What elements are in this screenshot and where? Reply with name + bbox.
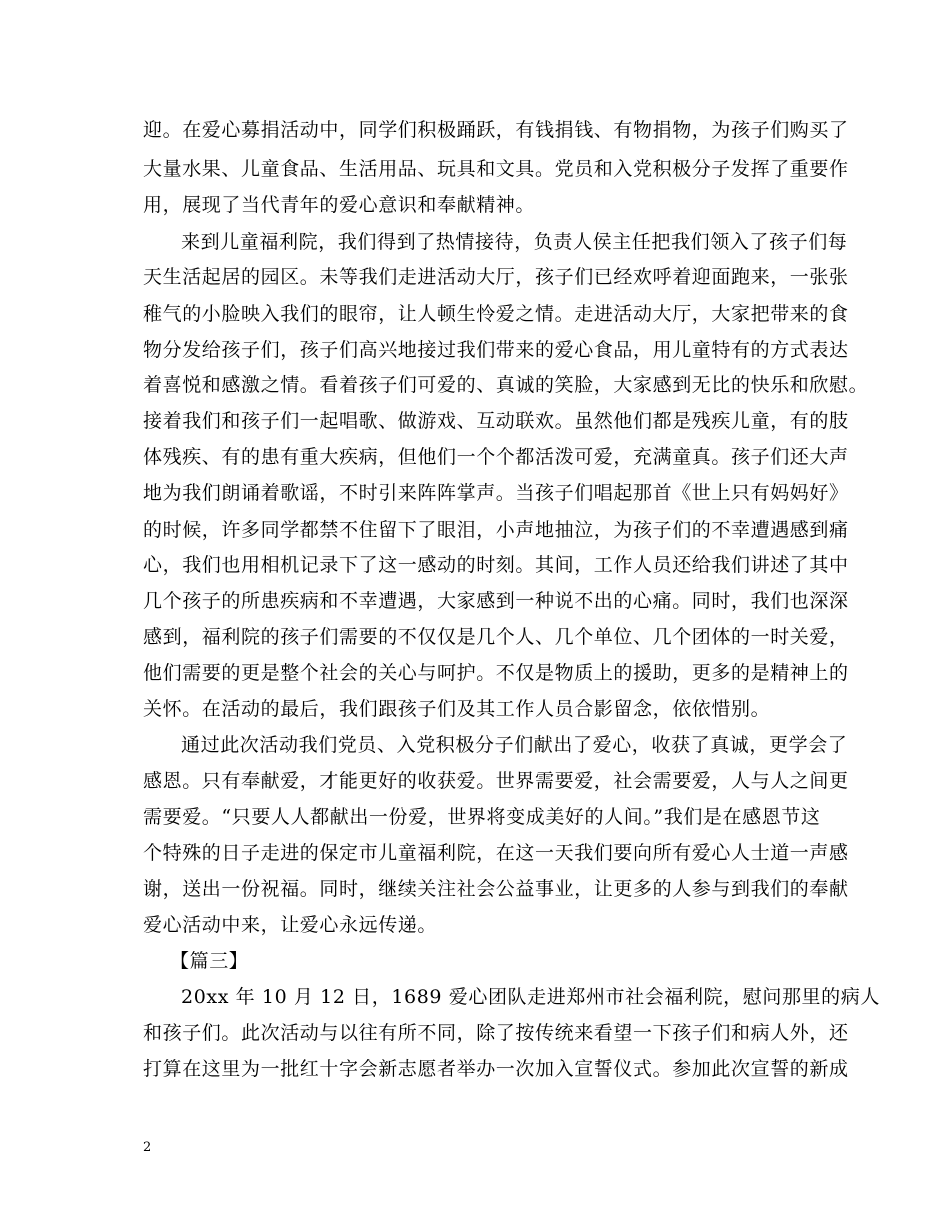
paragraph-start-line: 来到儿童福利院，我们得到了热情接待，负责人侯主任把我们领入了孩子们每 <box>181 231 848 253</box>
text-line: 关怀。在活动的最后，我们跟孩子们及其工作人员合影留念，依依惜别。 <box>143 698 771 720</box>
text-line: 感到，福利院的孩子们需要的不仅仅是几个人、几个单位、几个团体的一时关爱， <box>143 626 849 648</box>
text-line: 地为我们朗诵着歌谣，不时引来阵阵掌声。当孩子们唱起那首《世上只有妈妈好》 <box>143 482 849 504</box>
text-line: 感恩。只有奉献爱，才能更好的收获爱。世界需要爱，社会需要爱，人与人之间更 <box>143 770 849 792</box>
text-line: 体残疾、有的患有重大疾病，但他们一个个都活泼可爱，充满童真。孩子们还大声 <box>143 446 849 468</box>
page-number: 2 <box>143 1140 152 1155</box>
text-line: 心，我们也用相机记录下了这一感动的时刻。其间，工作人员还给我们讲述了其中 <box>143 554 849 576</box>
paragraph-start-line: 通过此次活动我们党员、入党积极分子们献出了爱心，收获了真诚，更学会了 <box>181 734 848 756</box>
text-line: 物分发给孩子们，孩子们高兴地接过我们带来的爱心食品，用儿童特有的方式表达 <box>143 339 849 361</box>
text-line: 天生活起居的园区。未等我们走进活动大厅，孩子们已经欢呼着迎面跑来，一张张 <box>143 266 849 288</box>
text-line: 个特殊的日子走进的保定市儿童福利院，在这一天我们要向所有爱心人士道一声感 <box>143 842 849 864</box>
text-line: 打算在这里为一批红十字会新志愿者举办一次加入宣誓仪式。参加此次宣誓的新成 <box>143 1058 849 1080</box>
text-line: 需要爱。“只要人人都献出一份爱，世界将变成美好的人间。”我们是在感恩节这 <box>143 806 821 828</box>
text-line: 大量水果、儿童食品、生活用品、玩具和文具。党员和入党积极分子发挥了重要作 <box>143 158 849 180</box>
section-heading: 【篇三】 <box>170 950 249 972</box>
text-line: 谢，送出一份祝福。同时，继续关注社会公益事业，让更多的人参与到我们的奉献 <box>143 878 849 900</box>
text-line: 用，展现了当代青年的爱心意识和奉献精神。 <box>143 194 536 216</box>
text-line: 爱心活动中来，让爱心永远传递。 <box>143 914 438 936</box>
text-line: 他们需要的更是整个社会的关心与呵护。不仅是物质上的援助，更多的是精神上的 <box>143 662 849 684</box>
text-line: 迎。在爱心募捐活动中，同学们积极踊跃，有钱捐钱、有物捐物，为孩子们购买了 <box>143 119 849 141</box>
text-line: 和孩子们。此次活动与以往有所不同，除了按传统来看望一下孩子们和病人外，还 <box>143 1022 849 1044</box>
text-line: 的时候，许多同学都禁不住留下了眼泪，小声地抽泣，为孩子们的不幸遭遇感到痛 <box>143 519 849 541</box>
text-line: 稚气的小脸映入我们的眼帘，让人顿生怜爱之情。走进活动大厅，大家把带来的食 <box>143 303 849 325</box>
paragraph-start-line: 20xx 年 10 月 12 日，1689 爱心团队走进郑州市社会福利院，慰问那里的病人 <box>181 986 880 1008</box>
text-line: 接着我们和孩子们一起唱歌、做游戏、互动联欢。虽然他们都是残疾儿童，有的肢 <box>143 410 849 432</box>
text-line: 几个孩子的所患疾病和不幸遭遇，大家感到一种说不出的心痛。同时，我们也深深 <box>143 590 849 612</box>
text-line: 着喜悦和感激之情。看着孩子们可爱的、真诚的笑脸，大家感到无比的快乐和欣慰。 <box>143 374 869 396</box>
